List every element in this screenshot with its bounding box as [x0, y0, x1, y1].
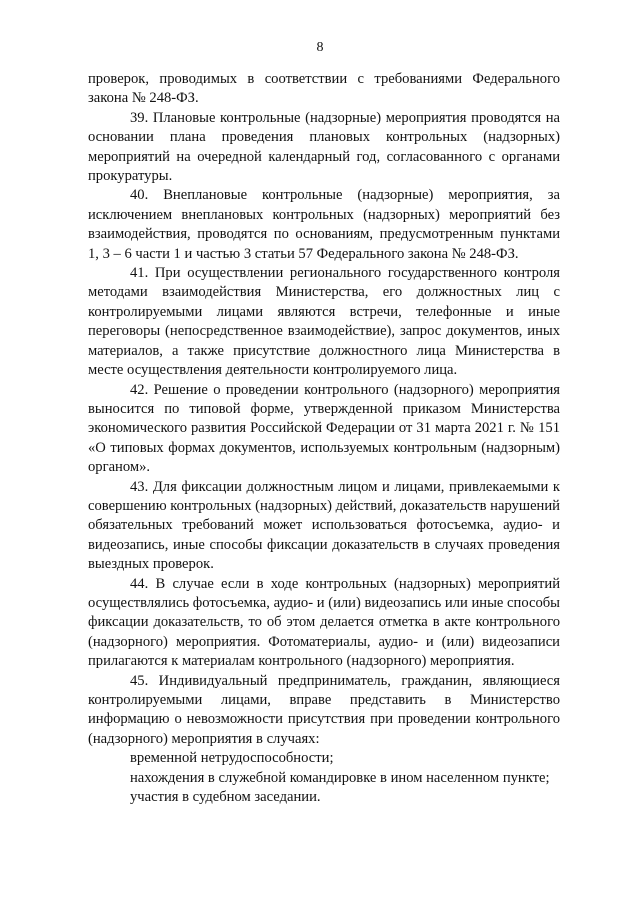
- document-body: [88, 70, 560, 807]
- list-item-business-trip: нахождения в служебной командировке в ином населенном пункте;: [130, 769, 550, 786]
- paragraph-40: 40. Внеплановые контрольные (надзорные) мероприятия, за исключением внеплановых контрольных (надзорных) мероприятий без взаимодействия, проводятся по основаниям, предусмотренным пунктами 1, 3 – 6 части 1 и частью 3 статьи 57 Федерального закона № 248-ФЗ.: [88, 187, 560, 262]
- paragraph-41: 41. При осуществлении регионального государственного контроля методами взаимодействия Министерства, его должностных лиц с контролируемыми лицами являются встречи, телефонные и иные переговоры (непосредственное взаимодействие), запрос документов, иных материалов, а также присутствие должностного лица Министерства в месте осуществления деятельности контролируемого лица.: [88, 265, 560, 379]
- paragraph-43: 43. Для фиксации должностным лицом и лицами, привлекаемыми к совершению контрольных (надзорных) действий, доказательств нарушений обязательных требований может использоваться фотосъемка, аудио- и видеозапись, иные способы фиксации доказательств в случаях проведения выездных проверок.: [88, 478, 560, 573]
- page-number: 8: [316, 40, 324, 55]
- paragraph-45: 45. Индивидуальный предприниматель, гражданин, являющиеся контролируемыми лицами, вправе представить в Министерство информацию о невозможности присутствия при проведении контрольного (надзорного) мероприятия в случаях:: [88, 672, 560, 747]
- paragraph-39: 39. Плановые контрольные (надзорные) мероприятия проводятся на основании плана проведения плановых контрольных (надзорных) мероприятий на очередной календарный год, согласованного с органами прокуратуры.: [88, 109, 560, 185]
- paragraph-44: 44. В случае если в ходе контрольных (надзорных) мероприятий осуществлялись фотосъемка, аудио- и (или) видеозапись или иные способы фиксации доказательств, то об этом делается отметка в акте контрольного (надзорного) мероприятия. Фотоматериалы, аудио- и (или) видеозаписи прилагаются к материалам контрольного (надзорного) мероприятия.: [88, 575, 560, 670]
- paragraph-continuation: проверок, проводимых в соответствии с требованиями Федерального закона № 248-ФЗ.: [88, 71, 560, 107]
- list-item-court-session: участия в судебном заседании.: [130, 789, 321, 806]
- list-item-disability: временной нетрудоспособности;: [130, 750, 334, 767]
- paragraph-42: 42. Решение о проведении контрольного (надзорного) мероприятия выносится по типовой форме, утвержденной приказом Министерства экономического развития Российской Федерации от 31 марта 2021 г. № 151 «О типовых формах документов, используемых контрольным (надзорным) органом».: [88, 381, 560, 476]
